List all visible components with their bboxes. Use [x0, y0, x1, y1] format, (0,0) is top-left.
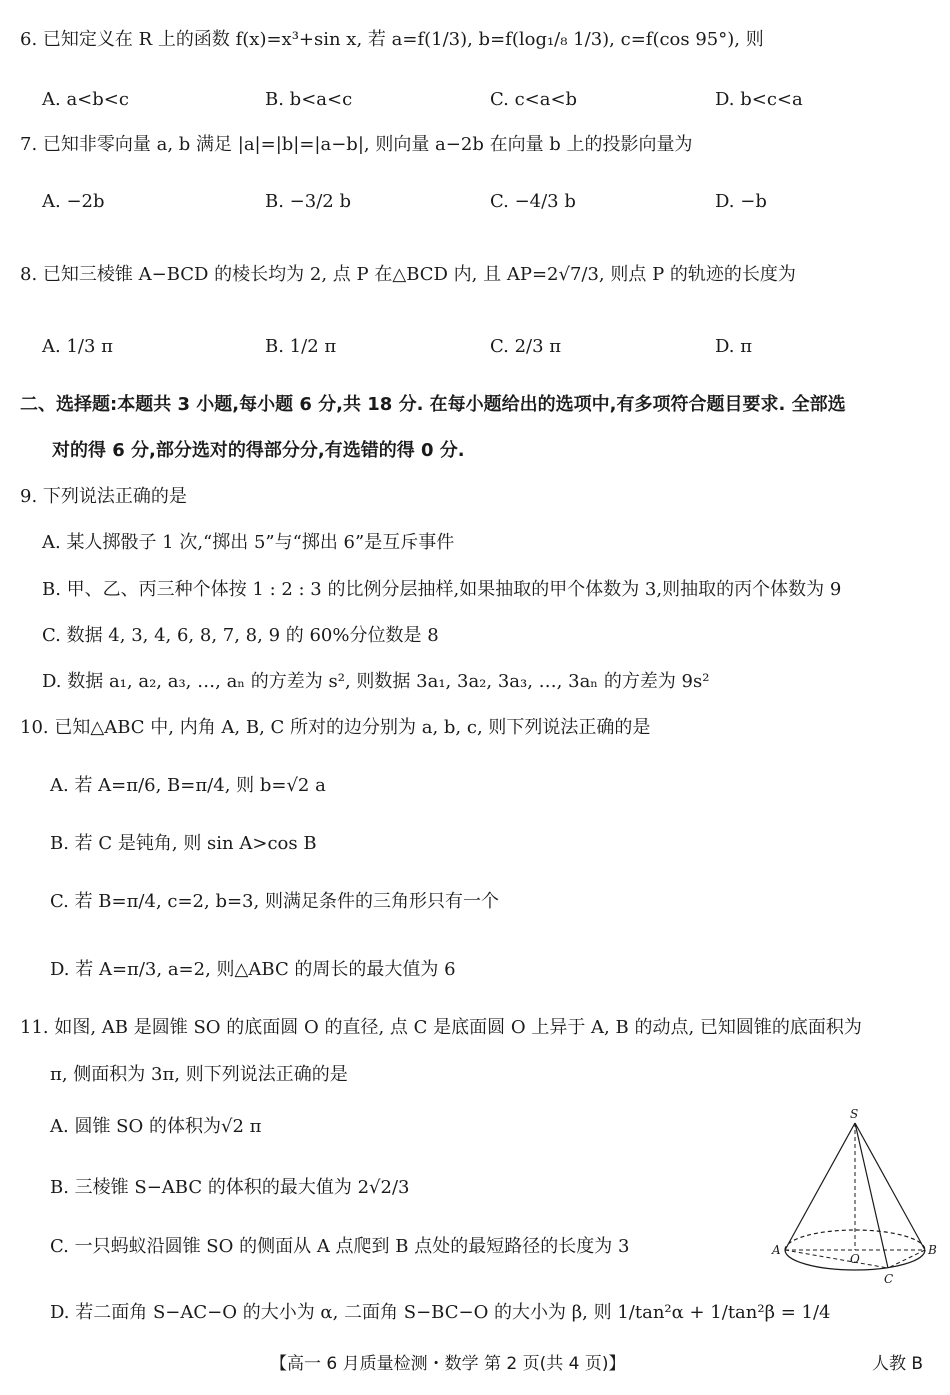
q9-option-d: D. 数据 a₁, a₂, a₃, …, aₙ 的方差为 s², 则数据 3a₁, 3a₂, 3a₃, …, 3aₙ 的方差为 9s² [42, 671, 710, 692]
cone-edge-sa [785, 1123, 855, 1250]
q11-option-d: D. 若二面角 S−AC−O 的大小为 α, 二面角 S−BC−O 的大小为 β, 则 1/tan²α + 1/tan²β = 1/4 [50, 1302, 831, 1323]
q9-option-c: C. 数据 4, 3, 4, 6, 8, 7, 8, 9 的 60%分位数是 8 [42, 625, 439, 646]
footer-right: 人教 B [872, 1354, 924, 1374]
cone-edge-sb [855, 1123, 925, 1250]
q6-stem: 6. 已知定义在 R 上的函数 f(x)=x³+sin x, 若 a=f(1/3), b=f(log₁/₈ 1/3), c=f(cos 95°), 则 [20, 29, 764, 50]
q11-option-c: C. 一只蚂蚁沿圆锥 SO 的侧面从 A 点爬到 B 点处的最短路径的长度为 3 [50, 1236, 630, 1257]
q11-option-b: B. 三棱锥 S−ABC 的体积的最大值为 2√2/3 [50, 1177, 410, 1198]
label-c: C [884, 1272, 894, 1286]
q8-option-b: B. 1/2 π [265, 336, 337, 357]
q9-option-a: A. 某人掷骰子 1 次,“掷出 5”与“掷出 6”是互斥事件 [42, 532, 455, 553]
q6-option-c: C. c<a<b [490, 89, 578, 110]
q6-option-d: D. b<c<a [715, 89, 803, 110]
cone-segment-bc [888, 1250, 925, 1268]
q10-option-b: B. 若 C 是钝角, 则 sin A>cos B [50, 833, 317, 854]
label-s: S [850, 1107, 859, 1121]
q8-stem: 8. 已知三棱锥 A−BCD 的棱长均为 2, 点 P 在△BCD 内, 且 AP=2√7/3, 则点 P 的轨迹的长度为 [20, 264, 796, 285]
cone-figure [770, 1105, 940, 1290]
q9-option-b: B. 甲、乙、丙三种个体按 1 : 2 : 3 的比例分层抽样,如果抽取的甲个体数为 3,则抽取的丙个体数为 9 [42, 579, 842, 600]
q10-option-a: A. 若 A=π/6, B=π/4, 则 b=√2 a [50, 775, 326, 796]
q8-option-d: D. π [715, 336, 753, 357]
q10-stem: 10. 已知△ABC 中, 内角 A, B, C 所对的边分别为 a, b, c, 则下列说法正确的是 [20, 717, 651, 738]
cone-base-back [785, 1230, 925, 1250]
label-o: O [850, 1252, 860, 1266]
q7-option-d: D. −b [715, 191, 767, 212]
section2-heading-line1: 二、选择题:本题共 3 小题,每小题 6 分,共 18 分. 在每小题给出的选项中,有多项符合题目要求. 全部选 [20, 394, 846, 415]
section2-heading-line2: 对的得 6 分,部分选对的得部分分,有选错的得 0 分. [52, 440, 465, 461]
q10-option-d: D. 若 A=π/3, a=2, 则△ABC 的周长的最大值为 6 [50, 959, 456, 980]
cone-segment-ac [785, 1250, 888, 1268]
cone-edge-sc [855, 1123, 888, 1268]
q6-option-a: A. a<b<c [42, 89, 129, 110]
q8-option-c: C. 2/3 π [490, 336, 562, 357]
footer-center: 【高一 6 月质量检测・数学 第 2 页(共 4 页)】 [270, 1354, 626, 1374]
q11-stem-line1: 11. 如图, AB 是圆锥 SO 的底面圆 O 的直径, 点 C 是底面圆 O 上异于 A, B 的动点, 已知圆锥的底面积为 [20, 1017, 862, 1038]
q10-option-c: C. 若 B=π/4, c=2, b=3, 则满足条件的三角形只有一个 [50, 891, 499, 912]
label-a: A [772, 1243, 781, 1257]
q7-option-a: A. −2b [42, 191, 105, 212]
q8-option-a: A. 1/3 π [42, 336, 113, 357]
q7-stem: 7. 已知非零向量 a, b 满足 |a|=|b|=|a−b|, 则向量 a−2b 在向量 b 上的投影向量为 [20, 134, 693, 155]
q11-stem-line2: π, 侧面积为 3π, 则下列说法正确的是 [50, 1064, 348, 1085]
q9-stem: 9. 下列说法正确的是 [20, 486, 187, 507]
q11-option-a: A. 圆锥 SO 的体积为√2 π [50, 1116, 262, 1137]
q6-option-b: B. b<a<c [265, 89, 353, 110]
label-b: B [928, 1243, 937, 1257]
q7-option-b: B. −3/2 b [265, 191, 351, 212]
q7-option-c: C. −4/3 b [490, 191, 576, 212]
